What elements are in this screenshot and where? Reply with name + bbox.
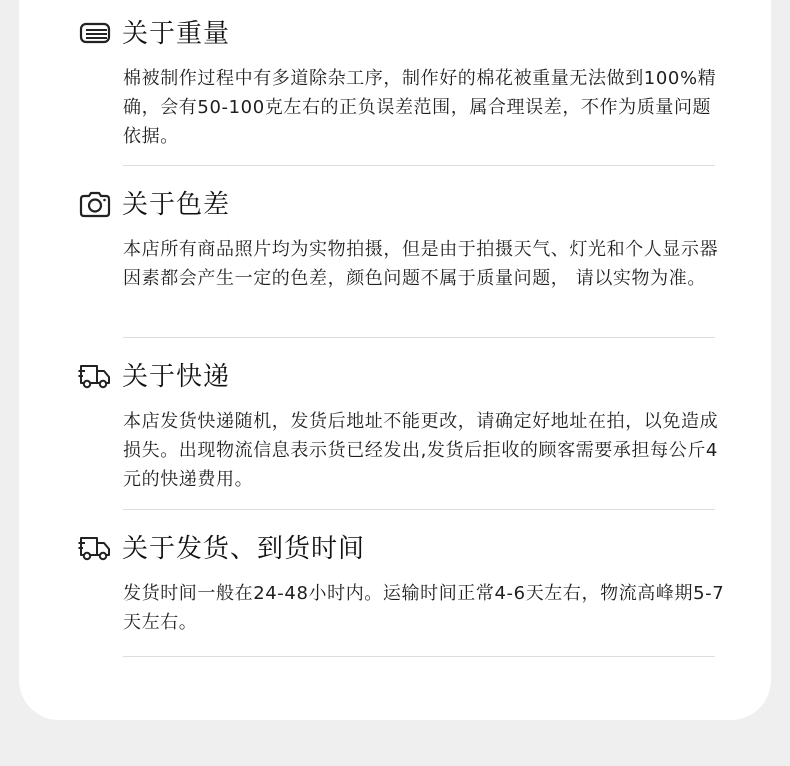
section-header [78, 529, 728, 569]
delivery-truck-icon [78, 361, 112, 391]
section-header [78, 14, 728, 54]
divider [123, 509, 715, 510]
divider [123, 337, 715, 338]
section-title: 关于快递 [122, 362, 231, 392]
section-title: 关于发货、到货时间 [122, 534, 366, 564]
section-title: 关于色差 [122, 190, 231, 220]
section-express [78, 357, 728, 494]
section-body: 发货时间一般在24-48小时内。运输时间正常4-6天左右，物流高峰期5-7天左右。 [123, 583, 725, 633]
section-header [78, 185, 728, 225]
camera-icon [78, 189, 112, 219]
section-header [78, 357, 728, 397]
section-body: 本店所有商品照片均为实物拍摄，但是由于拍摄天气、灯光和个人显示器因素都会产生一定的色差，颜色问题不属于质量问题， 请以实物为准。 [123, 239, 719, 289]
divider [123, 656, 715, 657]
divider [123, 165, 715, 166]
section-title: 关于重量 [122, 19, 231, 49]
section-weight [78, 14, 728, 151]
section-body: 棉被制作过程中有多道除杂工序，制作好的棉花被重量无法做到100%精确，会有50-100克左右的正负误差范围，属合理误差，不作为质量问题依据。 [123, 68, 717, 147]
stacked-layers-icon [78, 18, 112, 48]
section-body: 本店发货快递随机，发货后地址不能更改，请确定好地址在拍，以免造成损失。出现物流信息表示货已经发出,发货后拒收的顾客需要承担每公斤4元的快递费用。 [123, 411, 719, 490]
section-color-difference [78, 185, 728, 293]
delivery-truck-icon [78, 533, 112, 563]
section-shipping-time [78, 529, 728, 637]
